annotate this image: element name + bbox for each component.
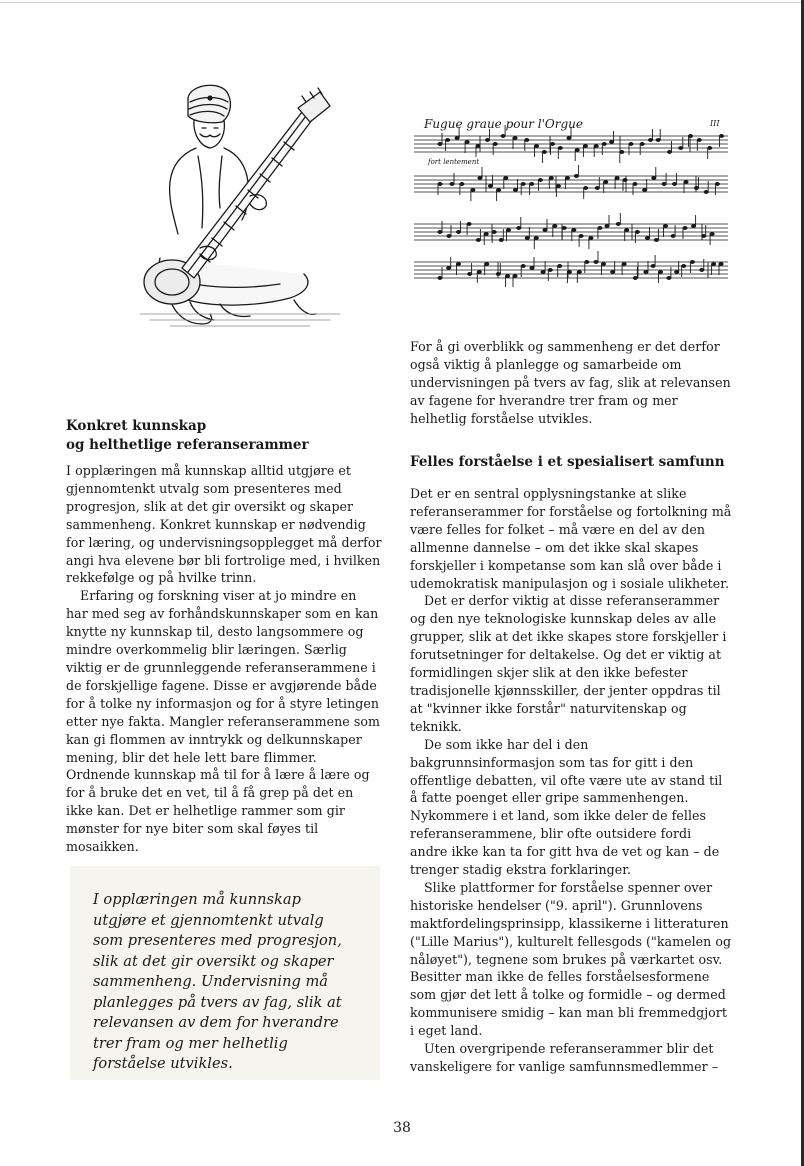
note-head [543,229,547,232]
note-head [484,233,488,236]
note-head [672,183,676,186]
note-head [675,271,679,274]
note-head [671,235,675,238]
note-head [534,145,538,148]
note-head [712,263,716,266]
note-head [501,135,505,138]
note-head [623,179,627,182]
note-head [562,227,566,230]
note-head [521,265,525,268]
left-paragraph-1: I opplæringen må kunnskap alltid utgjøre et gjennomtenkt utvalg som presenteres med progresjon, slik at det gir oversikt og skaper sammenheng. Konkret kunnskap er nødvendig for læring, og undervisningsopplegget må derfor angi hva elevene bør bli fortrolige med, i hvilken rekkefølge og på hvilke trinn. [66,463,382,586]
note-head [521,183,525,186]
right-intro-text [410,338,732,428]
note-head [553,225,557,228]
note-head [645,237,649,240]
note-head [513,189,517,192]
note-head [656,139,660,142]
left-paragraph-2: Erfaring og forskning viser at jo mindre en har med seg av forhåndskunnskaper som en kan knytte ny kunnskap til, desto langsommere og mindre overkommelig blir læringen. Særlig viktig er de grunnleggende referanserammene i de forskjellige fagene. Disse er avgjørende både for å tolke ny informasjon og for å styre letingen etter nye fakta. Mangler referanserammene som kan gi flommen av inntrykk og delkunnskaper mening, blir det hele lett bare flimmer. Ordnende kunnskap må til for å lære å lære og for å bruke det en vet, til å få grep på det en ikke kan. Det er helhetlige rammer som gir mønster for nye biter som skal føyes til mosaikken. [66,588,381,855]
note-head [465,141,469,144]
note-head [690,261,694,264]
note-head [575,149,579,152]
note-head [616,223,620,226]
sitar-player-illustration [130,78,350,338]
note-head [658,271,662,274]
note-head [456,231,460,234]
note-head [542,151,546,154]
note-head [610,141,614,144]
note-head [438,143,442,146]
note-head [548,269,552,272]
note-head [550,143,554,146]
note-head [513,137,517,140]
note-head [577,271,581,274]
note-head [683,227,687,230]
top-rule [0,2,804,3]
note-head [601,263,605,266]
note-head [579,235,583,238]
note-head [682,265,686,268]
note-head [558,147,562,150]
note-head [530,183,534,186]
right-paragraph-5: Uten overgripende referanserammer blir det vanskeligere for vanlige samfunnsmedlemmer – [410,1041,719,1074]
score-title: Fugue graue pour l'Orgue [424,117,584,131]
right-paragraph-2: Det er derfor viktig at disse referanserammer og den nye teknologiske kunnskap deles av alle grupper, slik at det ikke skapes store forskjeller i forutsetninger for deltakelse. Og det er viktig at formidlingen skjer slik at den ikke befester tradisjonelle kjønnsskiller, der jenter oppdras til at "kvinner ikke forstår" naturvitenskap og teknikk. [410,593,727,734]
note-head [715,183,719,186]
note-head [667,151,671,154]
note-head [633,277,637,280]
note-head [594,261,598,264]
note-head [595,187,599,190]
note-head [460,183,464,186]
note-head [565,177,569,180]
page-number: 38 [393,1120,411,1136]
note-head [456,263,460,266]
score-number: III [710,119,720,128]
note-head [611,271,615,274]
right-section-heading: Felles forståelse i et spesialisert samfunn [410,454,725,470]
note-head [583,145,587,148]
note-head [468,273,472,276]
note-head [629,143,633,146]
note-head [485,263,489,266]
note-head [572,229,576,232]
right-body-text [410,485,732,1076]
note-head [625,229,629,232]
left-heading-line-1: Konkret kunnskap [66,418,207,434]
right-paragraph-4: Slike plattformer for forståelse spenner over historiske hendelser ("9. april"). Grunnlovens maktfordelingsprinsipp, klassikerne i litteraturen ("Lille Marius"), kulturelt fellesgods ("kamelen og nåløyet"), tegnene som brukes på værkartet osv. Besitter man ikke de felles forståelsesformene som gjør det lett å tolke og formidle – og dermed kommunisere smidig – kan man bli fremmedgjort i eget land. [410,879,732,1039]
note-head [654,239,658,242]
note-head [708,147,712,150]
note-head [589,237,593,240]
left-section-heading [66,417,309,455]
note-head [719,263,723,266]
note-head [492,231,496,234]
note-head [594,145,598,148]
note-head [476,239,480,242]
pull-quote-box [70,866,380,1080]
note-head [644,271,648,274]
note-head [541,271,545,274]
note-head [530,267,534,270]
note-head [488,185,492,188]
note-head [504,177,508,180]
staff-4 [414,262,728,278]
note-head [640,143,644,146]
note-head [506,275,510,278]
note-head [622,263,626,266]
note-head [694,187,698,190]
note-head [704,191,708,194]
note-head [700,269,704,272]
note-head [605,225,609,228]
note-head [493,143,497,146]
note-head [538,179,542,182]
note-head [692,225,696,228]
note-head [648,139,652,142]
note-head [556,185,560,188]
pull-quote: I opplæringen må kunnskap utgjøre et gjennomtenkt utvalg som presenteres med progresjon, slik at det gir oversikt og skaper sammenheng. Undervisning må planlegges på tvers av fag, slik at relevansen av dem for hverandre trer fram og mer helhetlig forståelse utvikles. [93,891,342,1072]
note-head [499,239,503,242]
note-head [604,181,608,184]
note-head [584,187,588,190]
note-head [525,237,529,240]
note-head [506,229,510,232]
note-head [652,177,656,180]
note-head [485,139,489,142]
note-head [438,183,442,186]
note-head [567,137,571,140]
right-intro-paragraph: For å gi overblikk og sammenheng er det derfor også viktig å planlegge og samarbeide om undervisningen på tvers av fag, slik at relevansen av fagene for hverandre trer fram og mer helhetlig forståelse utvikles. [410,339,731,426]
note-head [447,235,451,238]
note-head [574,175,578,178]
note-head [517,227,521,230]
note-head [478,177,482,180]
note-head [558,265,562,268]
note-head [447,267,451,270]
note-head [643,189,647,192]
note-head [513,275,517,278]
left-heading-line-2: og helthetlige referanserammer [66,437,309,453]
staff-3 [414,224,728,240]
note-head [477,271,481,274]
note-head [598,227,602,230]
note-head [651,265,655,268]
note-head [525,139,529,142]
note-head [688,135,692,138]
note-head [455,137,459,140]
note-head [585,261,589,264]
note-head [476,145,480,148]
right-paragraph-1: Det er en sentral opplysningstanke at slike referanserammer for forståelse og fortolkning må være felles for folket – må være en del av den allmenne dannelse – om det ikke skal skapes forskjeller i kompetanse som kan slå over både i udemokratisk manipulasjon og i sosiale ulikheter. [410,486,732,591]
left-body-text [66,462,382,856]
note-head [446,139,450,142]
note-head [467,223,471,226]
note-head [497,189,501,192]
note-head [549,177,553,180]
note-head [602,143,606,146]
note-head [438,231,442,234]
right-paragraph-3: De som ikke har del i den bakgrunnsinformasjon som tas for gitt i den offentlige debatten, vil ofte være ute av stand til å fatte poenget eller gripe sammenhengen. Nykommere i et land, som ikke deler de felles referanserammene, blir ofte outsidere fordi andre ikke kan ta for gitt hva de vet og kan – de trenger stadig ekstra forklaringer. [410,736,723,878]
score-marking: fort lentement [428,158,480,166]
note-head [438,277,442,280]
note-head [719,135,723,138]
note-head [663,225,667,228]
note-head [615,177,619,180]
note-head [534,237,538,240]
note-head [471,189,475,192]
note-head [697,139,701,142]
note-head [667,277,671,280]
note-head [633,183,637,186]
note-head [450,183,454,186]
note-head [679,147,683,150]
note-head [635,231,639,234]
organ-fugue-score [410,114,736,294]
note-head [710,233,714,236]
note-head [684,181,688,184]
note-head [662,183,666,186]
